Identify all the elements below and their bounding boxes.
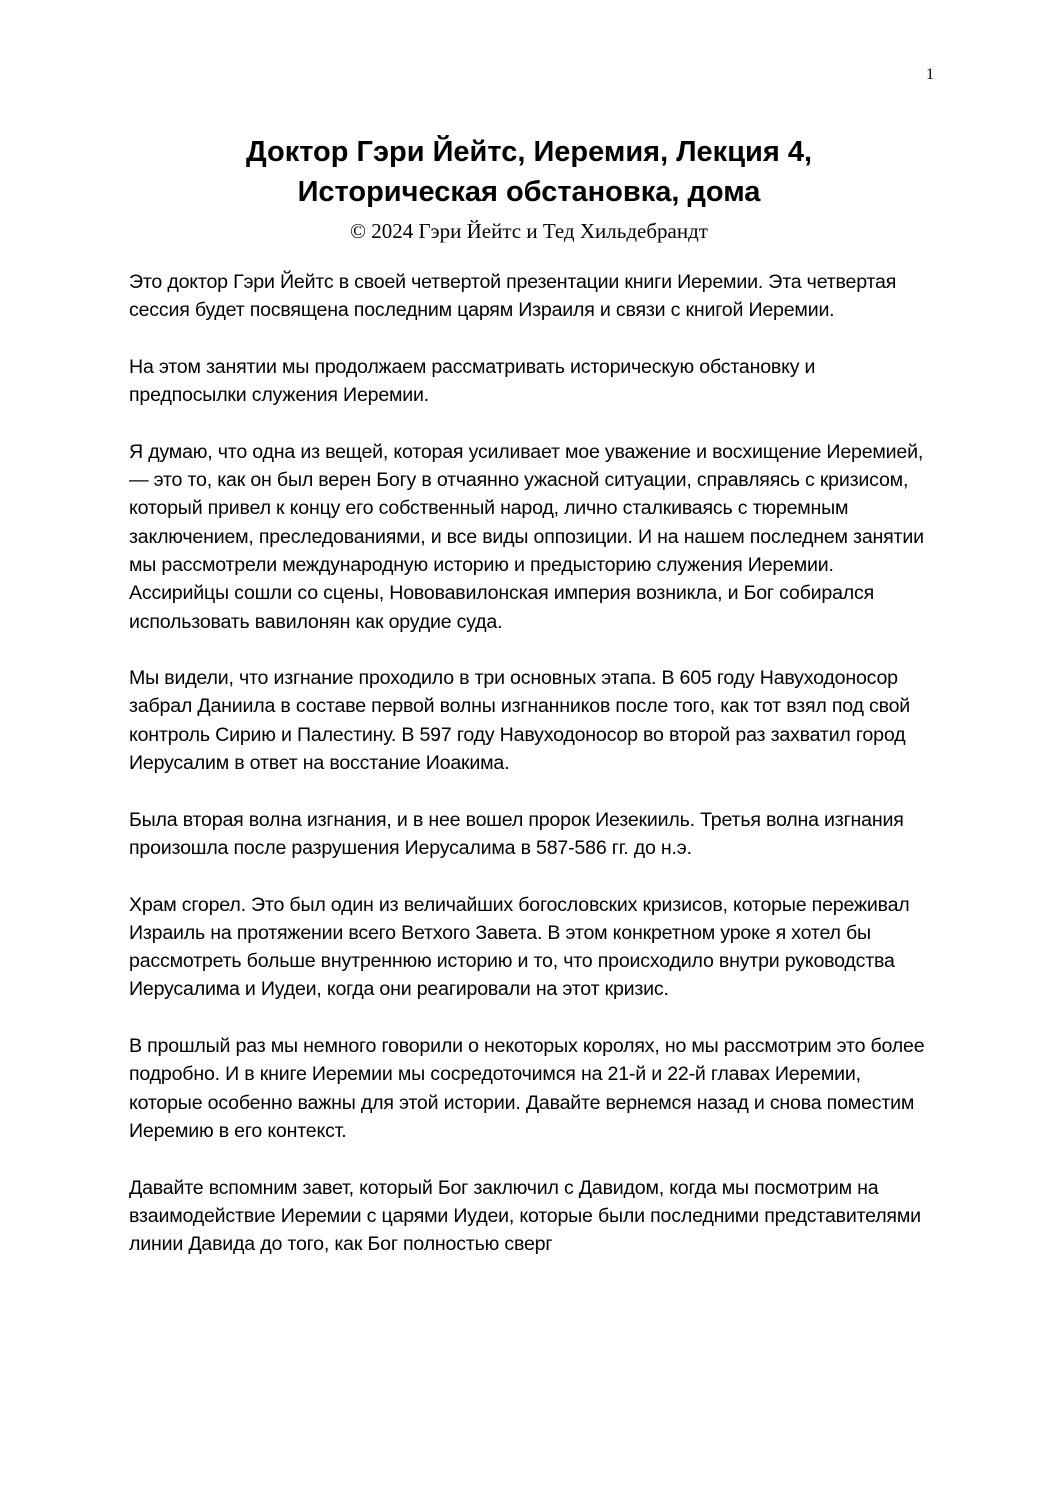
paragraph-4: Мы видели, что изгнание проходило в три основных этапа. В 605 году Навуходоносор забрал Даниила в составе первой волны изгнанников после того, как тот взял под свой контроль Сирию и Палестину. В 597 году Навуходоносор во второй раз захватил город Иерусалим в ответ на восстание Иоакима. <box>129 667 911 775</box>
copyright-line: © 2024 Гэри Йейтс и Тед Хильдебрандт <box>350 219 708 243</box>
title-line-2: Историческая обстановка, дома <box>297 176 761 208</box>
document-body <box>129 268 929 1287</box>
paragraph-8: Давайте вспомним завет, который Бог заключил с Давидом, когда мы посмотрим на взаимодействие Иеремии с царями Иудеи, которые были последними представителями линии Давида до того, как Бог полностью сверг <box>129 1176 921 1256</box>
paragraph-5: Была вторая волна изгнания, и в нее вошел пророк Иезекииль. Третья волна изгнания произошла после разрушения Иерусалима в 587-586 гг. до н.э. <box>129 808 904 859</box>
title-line-1: Доктор Гэри Йейтс, Иеремия, Лекция 4, <box>245 136 813 168</box>
paragraph-3: Я думаю, что одна из вещей, которая усиливает мое уважение и восхищение Иеремией, — это то, как он был верен Богу в отчаянно ужасной ситуации, справляясь с кризисом, который привел к концу его собственный народ, лично сталкиваясь с тюремным заключением, преследованиями, и все виды оппозиции. И на нашем последнем занятии мы рассмотрели международную историю и предысторию служения Иеремии. Ассирийцы сошли со сцены, Нововавилонская империя возникла, и Бог собирался использовать вавилонян как орудие суда. <box>129 440 924 633</box>
document-title <box>140 132 918 212</box>
page-number: 1 <box>926 66 934 83</box>
paragraph-2: На этом занятии мы продолжаем рассматривать историческую обстановку и предпосылки служения Иеремии. <box>129 355 816 407</box>
paragraph-7: В прошлый раз мы немного говорили о некоторых королях, но мы рассмотрим это более подробно. И в книге Иеремии мы сосредоточимся на 21-й и 22-й главах Иеремии, которые особенно важны для этой истории. Давайте вернемся назад и снова поместим Иеремию в его контекст. <box>129 1035 925 1142</box>
paragraph-1: Это доктор Гэри Йейтс в своей четвертой презентации книги Иеремии. Эта четвертая сессия будет посвящена последним царям Израиля и связи с книгой Иеремии. <box>129 271 897 322</box>
paragraph-6: Храм сгорел. Это был один из величайших богословских кризисов, которые переживал Израиль на протяжении всего Ветхого Завета. В этом конкретном уроке я хотел бы рассмотреть больше внутреннюю историю и то, что происходило внутри руководства Иерусалима и Иудеи, когда они реагировали на этот кризис. <box>129 893 910 1001</box>
